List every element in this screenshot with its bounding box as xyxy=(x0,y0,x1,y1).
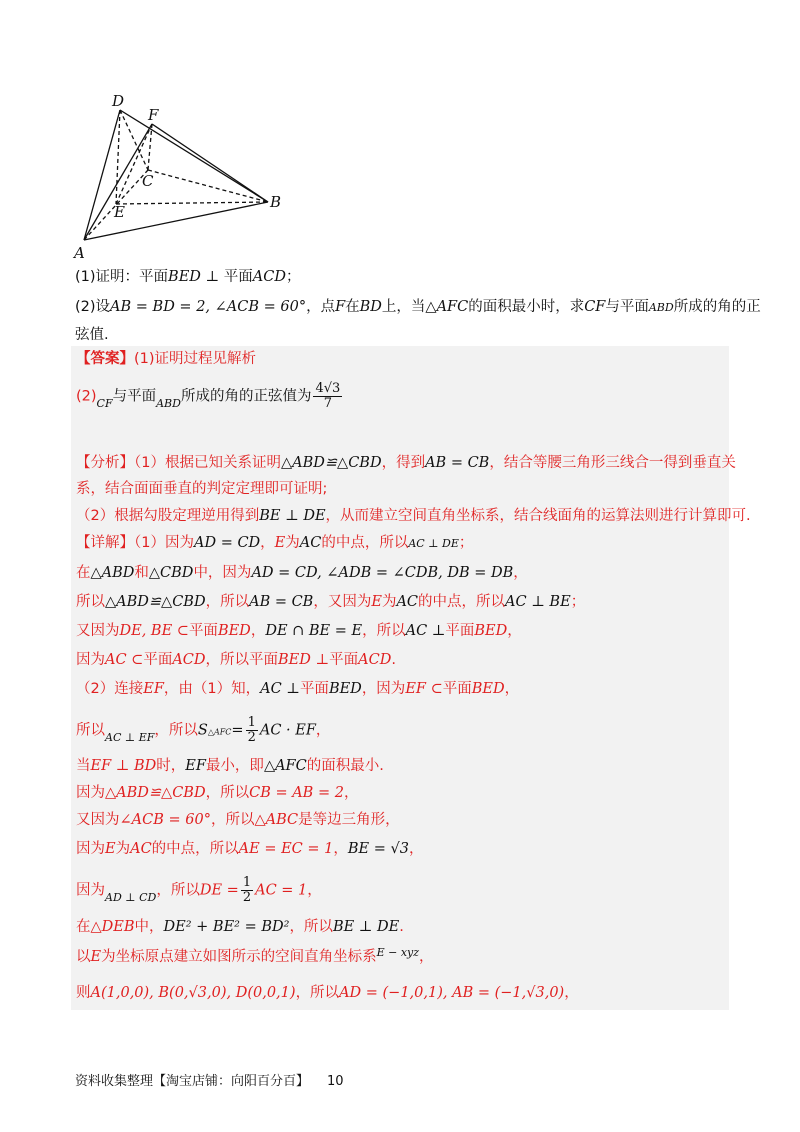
answer-line-1 xyxy=(76,348,256,370)
part-number: (1) xyxy=(75,269,96,285)
math: = xyxy=(231,722,244,739)
text: 与平面 xyxy=(112,388,157,405)
math: AC ⊥ BE xyxy=(505,594,571,610)
label-A: A xyxy=(74,244,85,260)
question-part-1 xyxy=(75,266,300,288)
page-footer xyxy=(75,1070,344,1089)
text: ，得到 xyxy=(381,455,426,471)
edge-CB xyxy=(148,170,268,202)
text: ， xyxy=(260,535,275,551)
math: E xyxy=(90,949,102,965)
text: ，所以平面 xyxy=(205,652,279,668)
text: ，由（1）知， xyxy=(163,681,261,697)
math: AB = CB xyxy=(425,455,490,471)
math: ABD xyxy=(648,301,674,314)
text: ， xyxy=(564,985,579,1001)
detail-line-3 xyxy=(76,591,585,613)
math: AB = BD = 2, ∠ACB = 60° xyxy=(110,299,307,315)
detail-line-2 xyxy=(76,562,528,584)
detail-line-10 xyxy=(76,809,400,831)
text: ，所以 xyxy=(205,594,250,610)
math: F xyxy=(335,299,346,315)
math: BED xyxy=(471,681,505,697)
math: AC xyxy=(396,594,419,610)
math: AC ⊥ xyxy=(405,623,446,639)
label-E: E xyxy=(114,203,125,221)
math: AD = CD xyxy=(193,535,261,551)
question-part-2-cont xyxy=(75,324,109,346)
detail-line-6 xyxy=(76,678,519,700)
text: 和 xyxy=(134,565,149,581)
text: 中， xyxy=(134,919,164,935)
fraction-half xyxy=(246,716,258,745)
text: ，所以 xyxy=(289,919,333,935)
math: AC ⊂ xyxy=(105,652,144,668)
text: 又因为 xyxy=(76,812,120,828)
text: . xyxy=(391,652,396,668)
math: △ABD≌△CBD xyxy=(105,594,206,610)
text: 平面 xyxy=(299,681,329,697)
text: 弦值. xyxy=(75,327,109,343)
label-B: B xyxy=(270,193,282,211)
label-D: D xyxy=(112,92,125,110)
math: △ABC xyxy=(254,812,299,828)
math: CF xyxy=(584,299,606,315)
math: BE = √3 xyxy=(347,841,409,857)
text: 则 xyxy=(76,985,91,1001)
fraction-half xyxy=(241,876,253,905)
text: 的中点，所以 xyxy=(321,535,409,551)
math: AC = 1 xyxy=(255,882,308,899)
math: △CBD xyxy=(148,565,194,581)
text: （1）根据已知关系证明 xyxy=(134,455,281,471)
part-number: (2) xyxy=(76,388,97,405)
text: ， xyxy=(504,681,520,697)
text: 的面积最小时，求 xyxy=(468,299,585,315)
edge-FB xyxy=(152,124,268,202)
text: 所成的角的正 xyxy=(673,299,761,315)
text: ， xyxy=(315,722,331,739)
text: 所以 xyxy=(76,594,105,610)
text: 时， xyxy=(156,758,186,774)
math: AB = CB xyxy=(249,594,314,610)
math: △DEB xyxy=(90,919,135,935)
text: 在 xyxy=(345,299,360,315)
math: BE ⊥ DE xyxy=(259,508,326,524)
text: 设 xyxy=(95,299,111,315)
text: 所以 xyxy=(76,722,105,739)
text: ，点 xyxy=(306,299,336,315)
math: CB = AB = 2 xyxy=(249,785,344,801)
text: 的中点，所以 xyxy=(418,594,506,610)
text: 最小，即 xyxy=(205,758,264,774)
math: DE² + BE² = BD² xyxy=(163,919,290,935)
text: (1)证明过程见解析 xyxy=(134,351,257,367)
detail-line-14 xyxy=(76,946,434,969)
detail-line-11 xyxy=(76,838,423,860)
math: DE, BE ⊂ xyxy=(119,623,189,639)
text: ，因为 xyxy=(361,681,406,697)
math: BE ⊥ DE xyxy=(332,919,400,935)
math: DE = xyxy=(199,882,239,899)
text: 平面 xyxy=(223,269,253,285)
text: 平面 xyxy=(445,623,475,639)
math: △ABD≌△CBD xyxy=(280,455,382,471)
text: ， xyxy=(343,785,359,801)
text: 平面 xyxy=(188,623,218,639)
math: E xyxy=(274,535,286,551)
text: ，所以 xyxy=(362,623,406,639)
edge-EF xyxy=(116,124,152,204)
math: ⊥ xyxy=(200,269,224,285)
text: 为 xyxy=(285,535,300,551)
edge-AB xyxy=(84,202,268,240)
math: BED ⊥ xyxy=(278,652,330,668)
detail-line-4 xyxy=(76,620,522,642)
text: 平面 xyxy=(143,652,173,668)
math: BED xyxy=(328,681,362,697)
analysis-line-3 xyxy=(76,505,751,527)
math: △ABD xyxy=(90,565,135,581)
math: EF xyxy=(143,681,164,697)
text: 是等边三角形， xyxy=(298,812,400,828)
text: （2）连接 xyxy=(76,681,144,697)
math: △AFC xyxy=(263,758,307,774)
math-subscript: △AFC xyxy=(207,727,232,737)
text: ，所以 xyxy=(295,985,340,1001)
text: ， xyxy=(250,623,266,639)
text: （1）因为 xyxy=(134,535,194,551)
text: ， xyxy=(507,623,522,639)
text: 系，结合面面垂直的判定定理即可证明; xyxy=(76,481,328,497)
math: EF xyxy=(185,758,206,774)
math: BED xyxy=(168,269,201,285)
math: ACD xyxy=(252,269,286,285)
detail-line-5 xyxy=(76,649,396,671)
text: 因为 xyxy=(76,882,105,899)
edge-EB xyxy=(116,202,268,204)
math: AD ⊥ CD xyxy=(105,890,157,904)
tetrahedron-figure xyxy=(72,92,292,260)
text: ， xyxy=(307,882,322,899)
text: ，结合等腰三角形三线合一得到垂直关 xyxy=(489,455,736,471)
text: 中，因为 xyxy=(193,565,252,581)
text: ； xyxy=(458,535,474,551)
detail-line-7 xyxy=(76,716,330,745)
math: E xyxy=(371,594,382,610)
math: EF ⊥ BD xyxy=(90,758,157,774)
math: E xyxy=(105,841,116,857)
detail-line-1 xyxy=(76,532,473,555)
text: 与平面 xyxy=(605,299,649,315)
math: AC · EF xyxy=(259,722,316,739)
label-C: C xyxy=(142,172,154,190)
text: 当 xyxy=(76,758,91,774)
answer-line-2 xyxy=(76,382,344,411)
math: BED xyxy=(217,623,251,639)
answer-fraction xyxy=(313,382,342,411)
math: BD xyxy=(359,299,382,315)
label-F: F xyxy=(148,106,159,124)
math: AC ⊥ DE xyxy=(408,537,459,550)
text: ，又因为 xyxy=(313,594,372,610)
denominator: 7 xyxy=(323,396,333,411)
math: ACD xyxy=(358,652,392,668)
math: AD = CD, ∠ADB = ∠CDB, DB = DB xyxy=(251,565,514,581)
text: 所成的角的正弦值为 xyxy=(180,388,312,405)
math: S xyxy=(197,722,208,739)
text: ； xyxy=(285,269,301,285)
text: 因为 xyxy=(76,652,105,668)
text: ，所以 xyxy=(210,812,255,828)
text: 在 xyxy=(76,565,91,581)
math: AC ⊥ EF xyxy=(105,730,155,744)
math: CF xyxy=(96,396,113,410)
math: ∠ACB = 60° xyxy=(119,812,211,828)
text: 平面 xyxy=(329,652,359,668)
math: BED xyxy=(474,623,508,639)
text: （2）根据勾股定理逆用得到 xyxy=(76,508,260,524)
text: 为 xyxy=(381,594,397,610)
math: AC ⊥ xyxy=(260,681,300,697)
text: 的中点，所以 xyxy=(151,841,239,857)
text: ， xyxy=(408,841,424,857)
text: . xyxy=(399,919,404,935)
text: 因为 xyxy=(76,841,105,857)
math: AC xyxy=(299,535,322,551)
detail-line-12 xyxy=(76,876,322,905)
analysis-line-1 xyxy=(76,452,736,474)
detail-line-13 xyxy=(76,916,404,938)
math: AC xyxy=(130,841,152,857)
detail-line-15 xyxy=(76,982,579,1004)
numerator: 1 xyxy=(242,875,252,890)
footer-text: 资料收集整理【淘宝店铺：向阳百分百】 xyxy=(75,1074,310,1089)
math: A(1,0,0), B(0,√3,0), D(0,0,1) xyxy=(90,985,296,1001)
math: ABD xyxy=(156,396,181,410)
analysis-line-2 xyxy=(76,478,327,500)
text: ，所以 xyxy=(156,882,200,899)
detail-tag: 【详解】 xyxy=(76,535,134,551)
math: DE ∩ BE = E xyxy=(265,623,363,639)
text: 在 xyxy=(76,919,91,935)
text: ， xyxy=(513,565,528,581)
part-number: (2) xyxy=(75,299,96,315)
text: ，所以 xyxy=(154,722,198,739)
text: 以 xyxy=(76,949,91,965)
page-number: 10 xyxy=(327,1074,344,1089)
text: ，所以 xyxy=(205,785,250,801)
math: △AFC xyxy=(425,299,469,315)
denominator: 2 xyxy=(242,890,252,905)
text: ， xyxy=(419,949,434,965)
text: 因为 xyxy=(76,785,105,801)
text: 又因为 xyxy=(76,623,120,639)
denominator: 2 xyxy=(247,730,256,745)
text: 证明：平面 xyxy=(95,269,169,285)
numerator: 4√3 xyxy=(315,381,341,396)
math: E − xyz xyxy=(376,946,420,959)
text: 的面积最小. xyxy=(306,758,384,774)
math: EF ⊂ xyxy=(405,681,443,697)
math: △ABD≌△CBD xyxy=(105,785,206,801)
numerator: 1 xyxy=(247,715,256,730)
math: AD = (−1,0,1), AB = (−1,√3,0) xyxy=(339,985,565,1001)
question-part-2 xyxy=(75,296,761,319)
detail-line-9 xyxy=(76,782,358,804)
detail-line-8 xyxy=(76,755,384,777)
text: ，从而建立空间直角坐标系，结合线面角的运算法则进行计算即可. xyxy=(325,508,751,524)
answer-tag: 【答案】 xyxy=(76,351,134,367)
text: 平面 xyxy=(442,681,472,697)
analysis-tag: 【分析】 xyxy=(76,455,134,471)
text: ， xyxy=(333,841,348,857)
text: ； xyxy=(570,594,586,610)
math: AE = EC = 1 xyxy=(238,841,334,857)
text: 为 xyxy=(115,841,131,857)
text: 为坐标原点建立如图所示的空间直角坐标系 xyxy=(101,949,377,965)
text: 上，当 xyxy=(381,299,426,315)
math: ACD xyxy=(172,652,206,668)
